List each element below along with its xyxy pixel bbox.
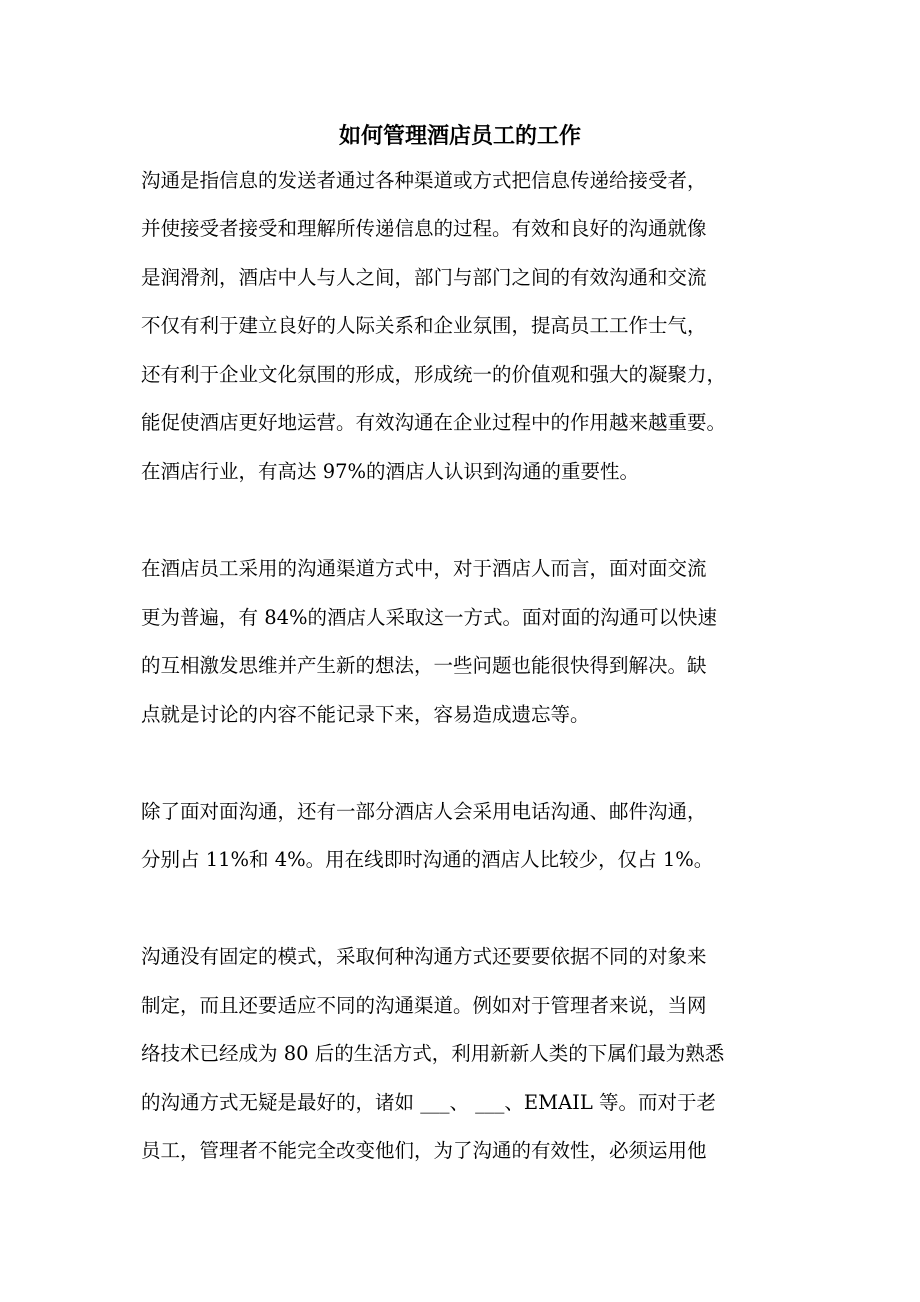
- paragraph-4-line-5: 员工，管理者不能完全改变他们，为了沟通的有效性，必须运用他: [141, 1139, 707, 1162]
- paragraph-1-line-4: 不仅有利于建立良好的人际关系和企业氛围，提高员工工作士气，: [141, 314, 707, 337]
- paragraph-2-line-1: 在酒店员工采用的沟通渠道方式中，对于酒店人而言，面对面交流: [141, 557, 707, 580]
- document-title: 如何管理酒店员工的工作: [338, 123, 581, 149]
- paragraph-2-line-2: 更为普遍，有 84%的酒店人采取这一方式。面对面的沟通可以快速: [141, 606, 718, 629]
- paragraph-1-line-3: 是润滑剂，酒店中人与人之间，部门与部门之间的有效沟通和交流: [141, 266, 707, 289]
- paragraph-2-line-3: 的互相激发思维并产生新的想法，一些问题也能很快得到解决。缺: [141, 654, 707, 677]
- paragraph-1-line-5: 还有利于企业文化氛围的形成，形成统一的价值观和强大的凝聚力，: [141, 363, 727, 386]
- paragraph-1-line-6: 能促使酒店更好地运营。有效沟通在企业过程中的作用越来越重要。: [141, 411, 727, 434]
- paragraph-1-line-2: 并使接受者接受和理解所传递信息的过程。有效和良好的沟通就像: [141, 217, 707, 240]
- paragraph-4-line-4: 的沟通方式无疑是最好的，诸如 ___、 ___、EMAIL 等。而对于老: [141, 1091, 717, 1114]
- paragraph-4-line-1: 沟通没有固定的模式，采取何种沟通方式还要要依据不同的对象来: [141, 945, 707, 968]
- paragraph-4-line-3: 络技术已经成为 80 后的生活方式，利用新新人类的下属们最为熟悉: [141, 1042, 725, 1065]
- paragraph-2-line-4: 点就是讨论的内容不能记录下来，容易造成遗忘等。: [141, 703, 590, 726]
- paragraph-3-line-2: 分别占 11%和 4%。用在线即时沟通的酒店人比较少，仅占 1%。: [141, 848, 714, 871]
- paragraph-3-line-1: 除了面对面沟通，还有一部分酒店人会采用电话沟通、邮件沟通，: [141, 800, 707, 823]
- paragraph-1-line-7: 在酒店行业，有高达 97%的酒店人认识到沟通的重要性。: [141, 460, 640, 483]
- paragraph-1-line-1: 沟通是指信息的发送者通过各种渠道或方式把信息传递给接受者，: [141, 169, 707, 192]
- paragraph-4-line-2: 制定，而且还要适应不同的沟通渠道。例如对于管理者来说，当网: [141, 994, 707, 1017]
